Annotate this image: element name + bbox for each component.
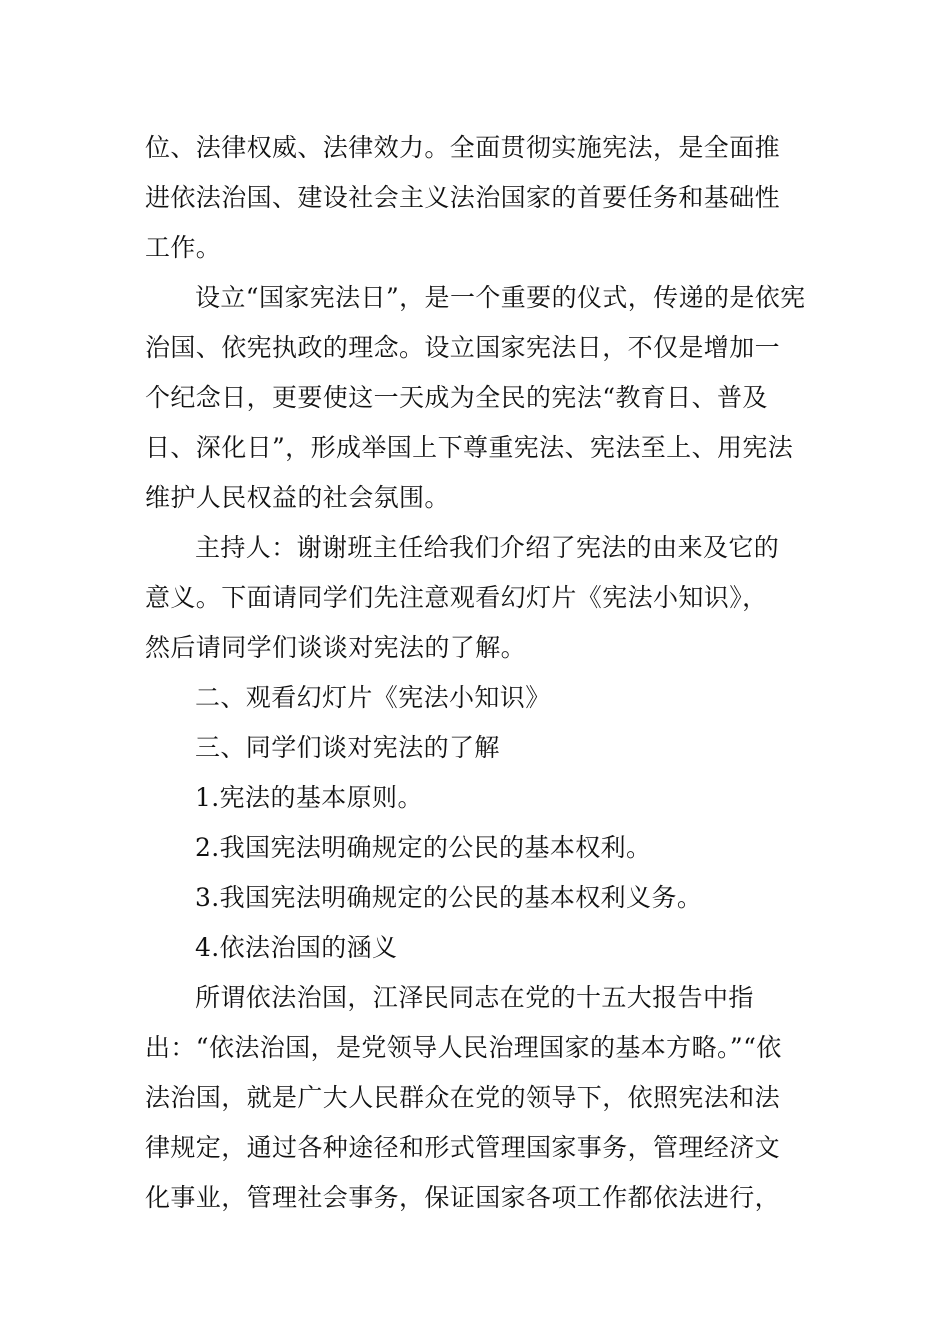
text-line: 4.依法治国的涵义 bbox=[195, 933, 398, 962]
text-line: 2.我国宪法明确规定的公民的基本权利。 bbox=[195, 833, 652, 862]
text-line: 主持人：谢谢班主任给我们介绍了宪法的由来及它的 bbox=[195, 533, 780, 562]
text-line: 然后请同学们谈谈对宪法的了解。 bbox=[145, 633, 527, 662]
text-line: 三、同学们谈对宪法的了解 bbox=[195, 733, 500, 762]
text-line: 所谓依法治国，江泽民同志在党的十五大报告中指 bbox=[195, 983, 754, 1012]
text-line: 化事业，管理社会事务，保证国家各项工作都依法进行， bbox=[145, 1183, 781, 1212]
text-line: 个纪念日，更要使这一天成为全民的宪法“教育日、普及 bbox=[145, 383, 768, 412]
text-line: 设立“国家宪法日”，是一个重要的仪式，传递的是依宪 bbox=[195, 283, 806, 312]
text-line: 3.我国宪法明确规定的公民的基本权利义务。 bbox=[195, 883, 703, 912]
text-line: 二、观看幻灯片《宪法小知识》 bbox=[195, 683, 551, 712]
text-line: 工作。 bbox=[145, 233, 222, 262]
text-line: 位、法律权威、法律效力。全面贯彻实施宪法，是全面推 bbox=[145, 133, 781, 162]
text-line: 1.宪法的基本原则。 bbox=[195, 783, 423, 812]
text-line: 意义。下面请同学们先注意观看幻灯片《宪法小知识》， bbox=[145, 583, 768, 612]
text-line: 出：“依法治国，是党领导人民治理国家的基本方略。”“依 bbox=[145, 1033, 782, 1062]
text-line: 进依法治国、建设社会主义法治国家的首要任务和基础性 bbox=[145, 183, 781, 212]
text-line: 维护人民权益的社会氛围。 bbox=[145, 483, 450, 512]
text-line: 日、深化日”，形成举国上下尊重宪法、宪法至上、用宪法 bbox=[145, 433, 794, 462]
text-line: 治国、依宪执政的理念。设立国家宪法日，不仅是增加一 bbox=[145, 333, 781, 362]
text-line: 法治国，就是广大人民群众在党的领导下，依照宪法和法 bbox=[145, 1083, 781, 1112]
text-line: 律规定，通过各种途径和形式管理国家事务，管理经济文 bbox=[145, 1133, 781, 1162]
